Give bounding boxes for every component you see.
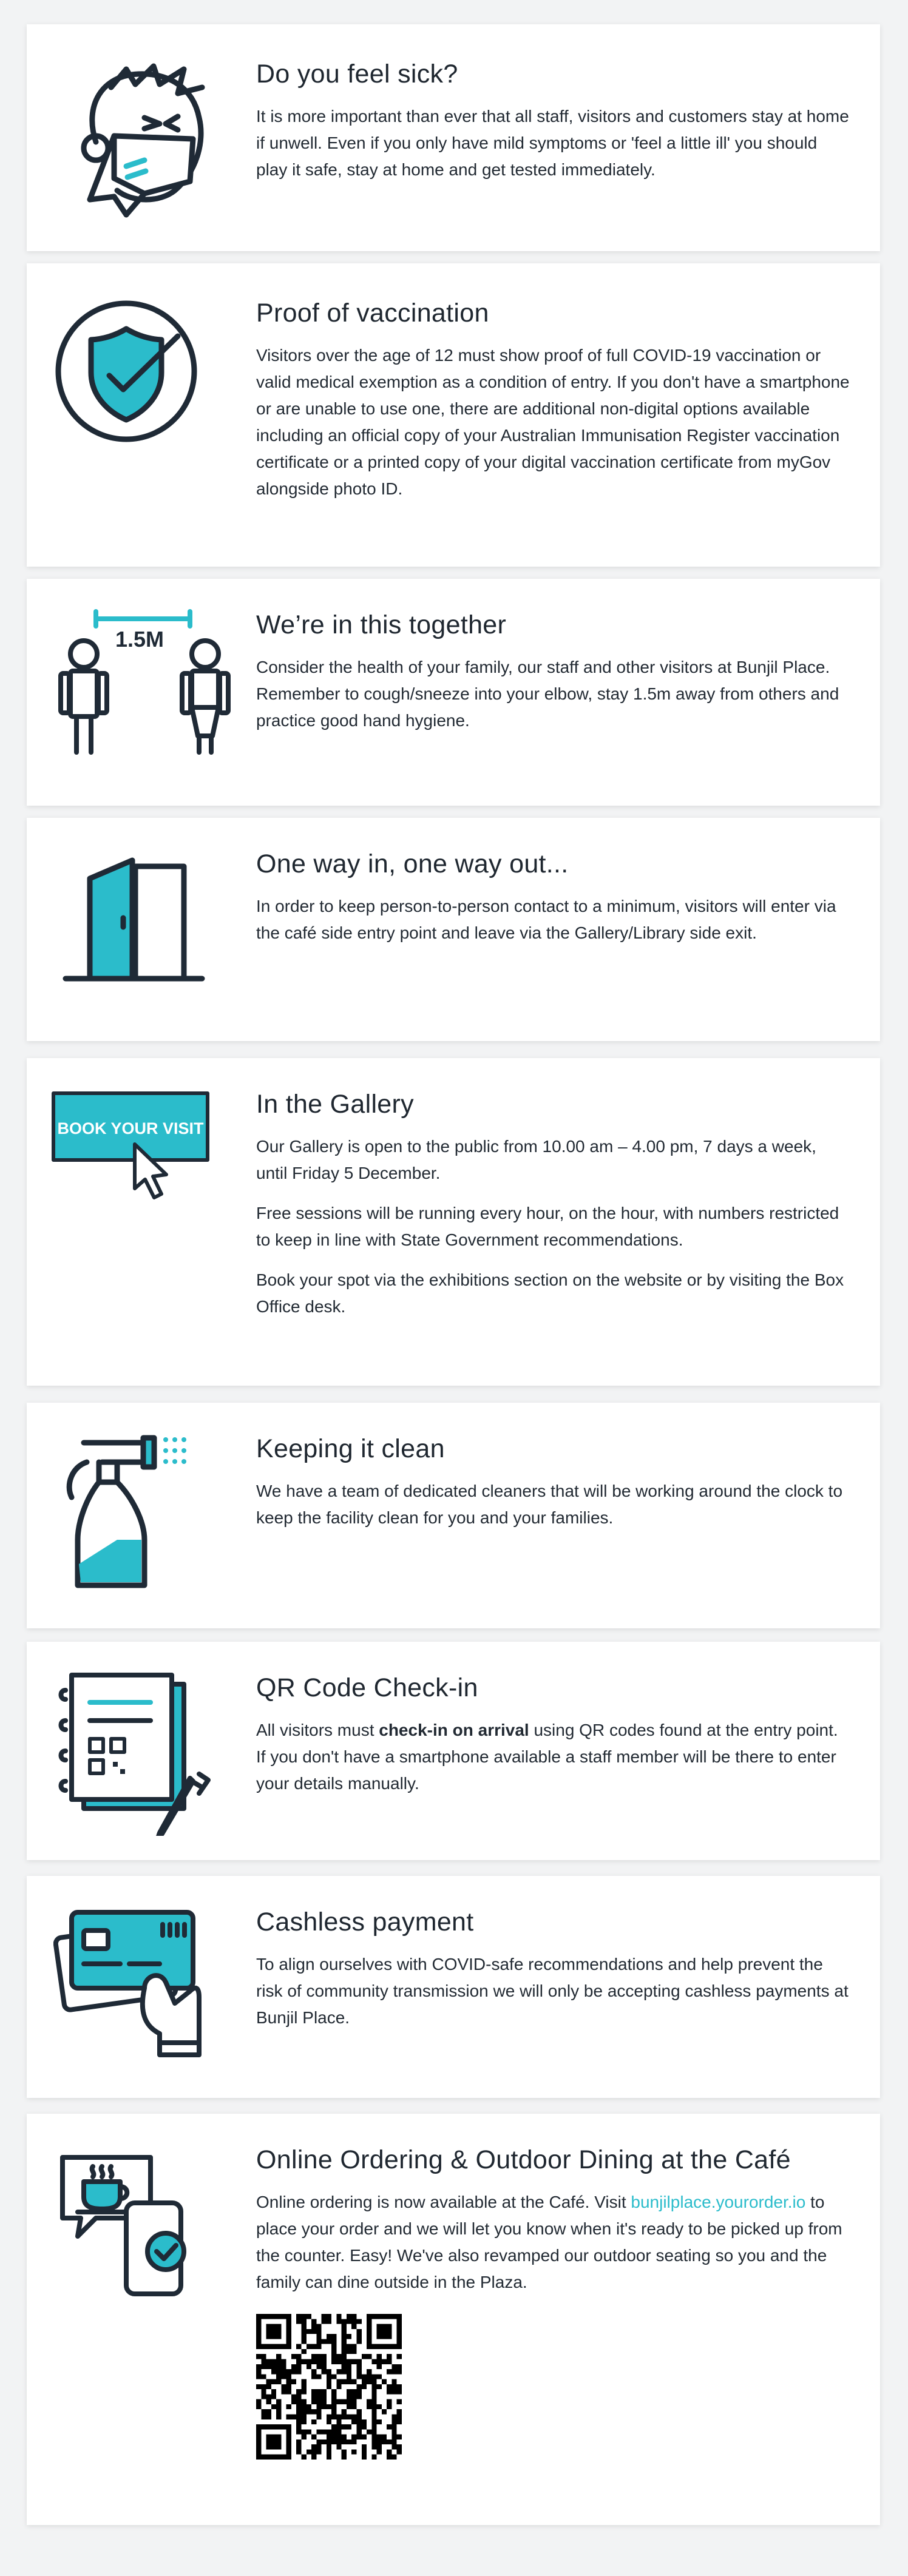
section-text: All visitors must check-in on arrival using QR codes found at the entry point. If you don't have a smartphone available a staff member will be there to enter your details manually. [256,1721,838,1793]
card-cashless-payment [27,1876,880,2098]
section-text: Consider the health of your family, our staff and other visitors at Bunjil Place. Remember to cough/sneeze into your elbow, stay 1.5m away from others and practice good hand hygiene. [256,658,839,730]
section-title: Online Ordering & Outdoor Dining at the Café [256,2145,791,2174]
section-text: Book your spot via the exhibitions section on the website or by visiting the Box Office desk. [256,1270,844,1316]
card-content [256,1906,851,2045]
card-online-ordering [27,2114,880,2525]
section-text: In order to keep person-to-person contact to a minimum, visitors will enter via the café side entry point and leave via the Gallery/Library side exit. [256,897,836,942]
card-proof-of-vaccination [27,263,880,567]
section-title: Do you feel sick? [256,59,458,89]
section-text: We have a team of dedicated cleaners that will be working around the clock to keep the facility clean for you and your families. [256,1482,843,1527]
section-title: Keeping it clean [256,1434,445,1463]
coffee-phone-icon [53,2145,235,2297]
section-text: It is more important than ever that all staff, visitors and customers stay at home if unwell. Even if you only have mild symptoms or 'feel a little ill' you should play it safe, stay at home and get tested immediately. [256,107,849,179]
card-keeping-it-clean [27,1403,880,1628]
qr-notepad-icon [53,1666,235,1836]
section-title: QR Code Check-in [256,1673,478,1702]
card-in-the-gallery [27,1058,880,1386]
card-content [256,609,851,747]
card-feel-sick [27,24,880,251]
card-content [256,1672,851,1810]
card-content [256,2144,851,2460]
card-content [256,848,851,960]
card-qr-check-in [27,1642,880,1860]
social-distance-icon [53,605,235,763]
card-content [256,297,851,516]
card-content [256,1433,851,1545]
card-payment-icon [53,1906,235,2064]
ordering-qr-code [256,2314,402,2460]
section-text: To align ourselves with COVID-safe recommendations and help prevent the risk of community transmission we will only be accepting cashless payments at Bunjil Place. [256,1955,849,2027]
section-title: Proof of vaccination [256,298,489,328]
card-content [256,58,851,197]
book-your-visit-icon [51,1088,233,1210]
card-content [256,1088,851,1334]
book-your-visit-label: BOOK YOUR VISIT [57,1119,204,1138]
section-text: Online ordering is now available at the Café. Visit bunjilplace.yourorder.io to place your order and we will let you know when it's ready to be picked up from the counter. Easy! We've also revamped our outdoor seating so you and the family can dine outside in the Plaza. [256,2193,842,2291]
section-title: One way in, one way out... [256,849,569,878]
sick-person-sneezing-icon [53,51,235,233]
section-title: We’re in this together [256,610,507,639]
order-link[interactable]: bunjilplace.yourorder.io [631,2193,806,2211]
check-in-emphasis: check-in on arrival [379,1721,529,1739]
section-text: Free sessions will be running every hour, on the hour, with numbers restricted to keep in line with State Government recommendations. [256,1204,839,1249]
shield-check-icon [53,294,235,451]
spray-bottle-icon [53,1431,235,1600]
card-in-this-together [27,579,880,806]
section-text: Visitors over the age of 12 must show proof of full COVID-19 vaccination or valid medical exemption as a condition of entry. If you don't have a smartphone or are unable to use one, there are additional non-digital options available including an official copy of your Australian Immunisation Register vaccination certificate or a printed copy of your digital vaccination certificate from myGov alongside photo ID. [256,346,850,498]
section-title: In the Gallery [256,1090,414,1119]
card-one-way [27,818,880,1041]
section-text: Our Gallery is open to the public from 10.00 am – 4.00 pm, 7 days a week, until Friday 5 December. [256,1137,816,1182]
distance-label: 1.5M [115,627,164,652]
section-title: Cashless payment [256,1907,474,1937]
open-door-icon [53,848,235,1000]
